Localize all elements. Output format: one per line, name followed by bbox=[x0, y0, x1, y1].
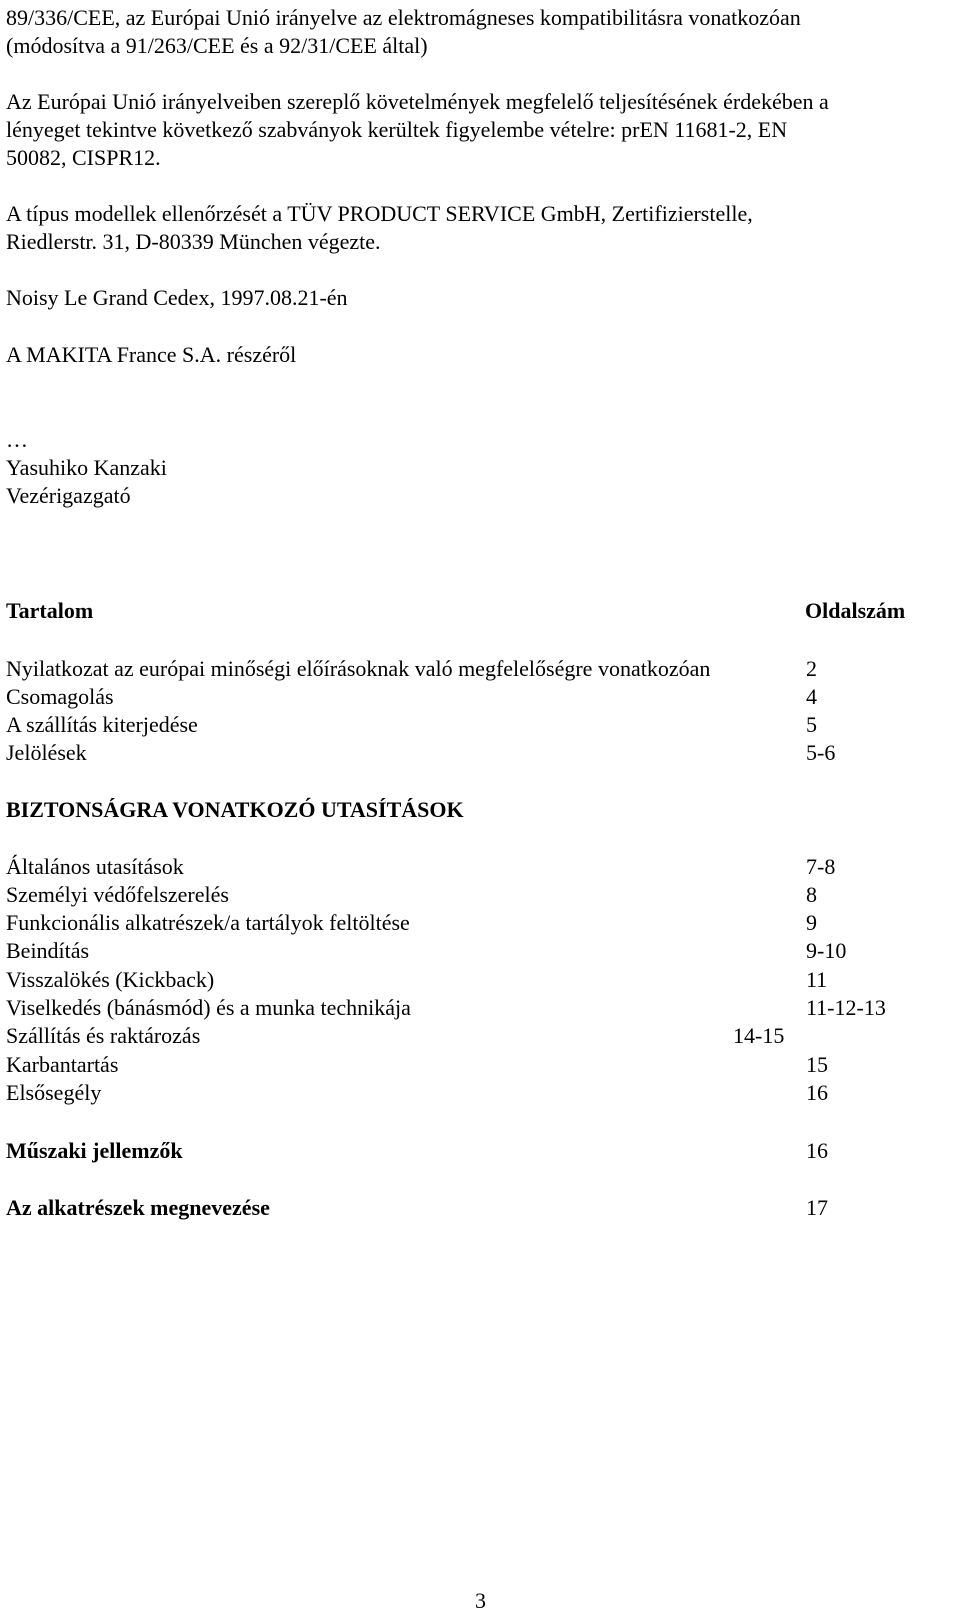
toc-item-label: Általános utasítások bbox=[6, 854, 184, 879]
toc-item-page: 4 bbox=[806, 684, 817, 709]
toc-item-page: 5-6 bbox=[806, 740, 836, 765]
toc-item-label: Viselkedés (bánásmód) és a munka technikája bbox=[6, 995, 411, 1020]
standards-line-2: lényeget tekintve következő szabványok kerültek figyelembe vételre: prEN 11681-2, EN bbox=[6, 117, 788, 142]
company-line: A MAKITA France S.A. részéről bbox=[6, 342, 297, 367]
inspection-line-2: Riedlerstr. 31, D-80339 München végezte. bbox=[6, 229, 381, 254]
toc-item-label: Elsősegély bbox=[6, 1080, 102, 1105]
toc-item-page: 15 bbox=[806, 1052, 828, 1077]
toc-item-label: Karbantartás bbox=[6, 1052, 119, 1077]
toc-item-label: Jelölések bbox=[6, 740, 87, 765]
place-date: Noisy Le Grand Cedex, 1997.08.21-én bbox=[6, 285, 348, 310]
signature-ellipsis: … bbox=[6, 427, 28, 452]
safety-section-heading: BIZTONSÁGRA VONATKOZÓ UTASÍTÁSOK bbox=[6, 797, 464, 822]
toc-item-label: Személyi védőfelszerelés bbox=[6, 882, 229, 907]
toc-item-label: A szállítás kiterjedése bbox=[6, 712, 198, 737]
toc-item-label: Csomagolás bbox=[6, 684, 114, 709]
toc-item-page: 14-15 bbox=[733, 1023, 785, 1048]
parts-heading: Az alkatrészek megnevezése bbox=[6, 1195, 270, 1220]
toc-item-page: 11 bbox=[806, 967, 828, 992]
directive-line-2: (módosítva a 91/263/CEE és a 92/31/CEE által) bbox=[6, 33, 428, 58]
toc-item-page: 5 bbox=[806, 712, 817, 737]
standards-line-3: 50082, CISPR12. bbox=[6, 145, 161, 170]
toc-item-page: 9-10 bbox=[806, 938, 847, 963]
toc-item-label: Funkcionális alkatrészek/a tartályok feltöltése bbox=[6, 910, 410, 935]
toc-item-page: 11-12-13 bbox=[806, 995, 886, 1020]
toc-item-page: 7-8 bbox=[806, 854, 836, 879]
toc-item-page: 8 bbox=[806, 882, 817, 907]
toc-heading: Tartalom bbox=[6, 598, 94, 623]
directive-line-1: 89/336/CEE, az Európai Unió irányelve az elektromágneses kompatibilitásra vonatkozóan bbox=[6, 5, 801, 30]
toc-page-heading: Oldalszám bbox=[805, 598, 906, 623]
toc-item-label: Nyilatkozat az európai minőségi előírásoknak való megfelelőségre vonatkozóan bbox=[6, 656, 711, 681]
inspection-line-1: A típus modellek ellenőrzését a TÜV PRODUCT SERVICE GmbH, Zertifizierstelle, bbox=[6, 201, 753, 226]
toc-item-label: Beindítás bbox=[6, 938, 90, 963]
toc-item-page: 2 bbox=[806, 656, 817, 681]
signer-title: Vezérigazgató bbox=[6, 483, 131, 508]
page-number: 3 bbox=[475, 1588, 486, 1613]
toc-item-page: 9 bbox=[806, 910, 817, 935]
toc-item-label: Szállítás és raktározás bbox=[6, 1023, 201, 1048]
signer-name: Yasuhiko Kanzaki bbox=[6, 455, 167, 480]
standards-line-1: Az Európai Unió irányelveiben szereplő követelmények megfelelő teljesítésének érdekében a bbox=[6, 89, 829, 114]
tech-specs-heading: Műszaki jellemzők bbox=[6, 1138, 183, 1163]
toc-item-page: 16 bbox=[806, 1080, 828, 1105]
parts-page: 17 bbox=[806, 1195, 828, 1220]
toc-item-label: Visszalökés (Kickback) bbox=[6, 967, 215, 992]
tech-specs-page: 16 bbox=[806, 1138, 828, 1163]
